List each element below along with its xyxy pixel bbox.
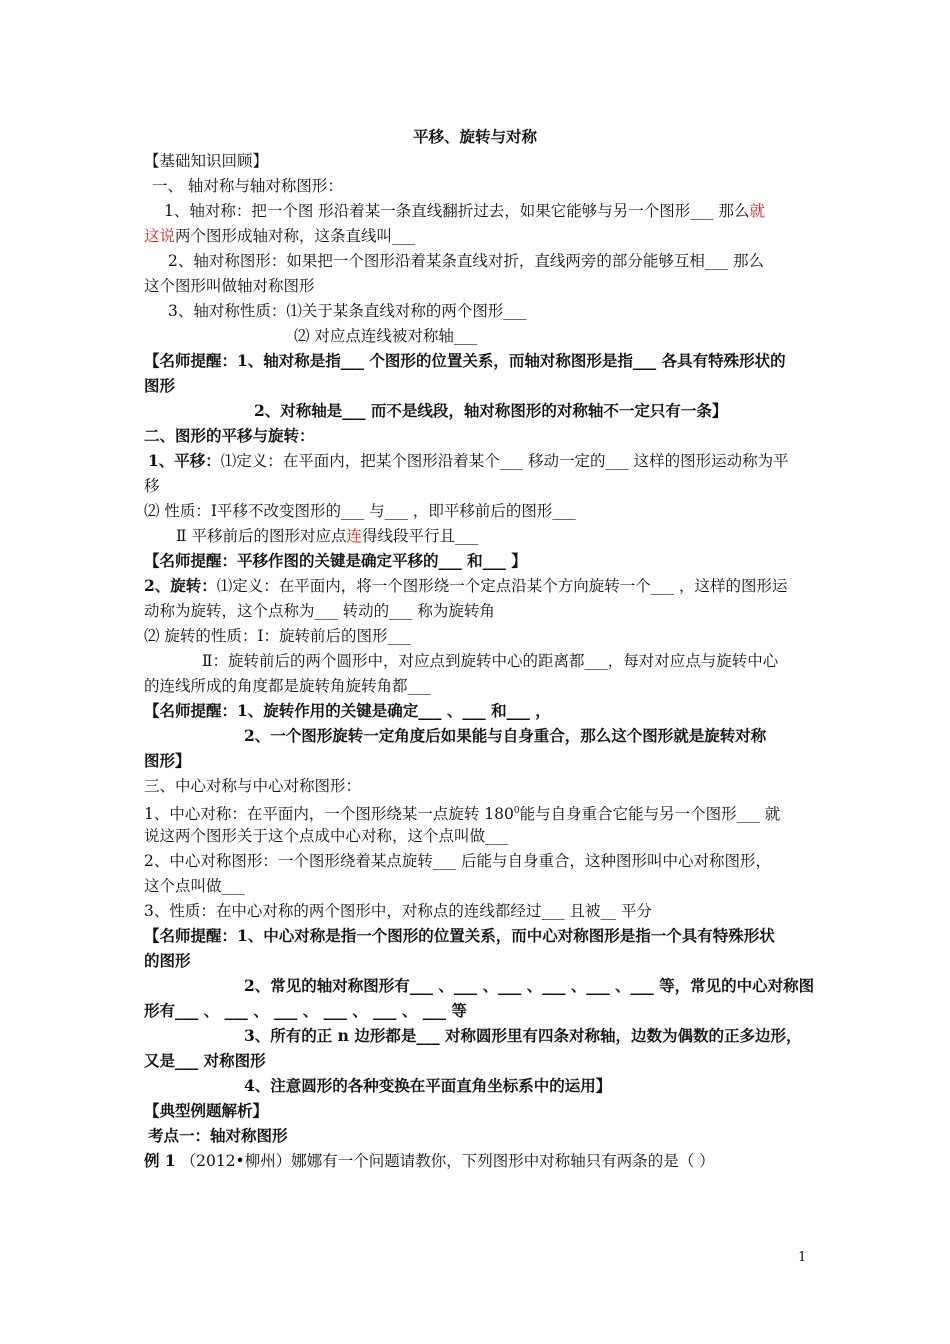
teacher-tip: 图形	[144, 376, 176, 395]
text-line: Ⅱ：旋转前后的两个圆形中，对应点到旋转中心的距离都___，每对对应点与旋转中心	[202, 652, 779, 670]
section-heading-axial-symmetry: 一、 轴对称与轴对称图形：	[152, 177, 343, 195]
text-line: 2、旋转：⑴定义：在平面内，将一个图形绕一个定点沿某个方向旋转一个___ ，这样的图形运	[144, 576, 788, 595]
text-line: ⑵ 对应点连线被对称轴___	[294, 327, 478, 345]
text-line: Ⅱ 平移前后的图形对应点连得线段平行且___	[176, 527, 479, 545]
text-line: 这个点叫做___	[144, 877, 245, 895]
text-line: 这个图形叫做轴对称图形	[144, 277, 315, 295]
text-line: 说这两个图形关于这个点成中心对称，这个点叫做___	[144, 827, 509, 845]
teacher-tip: 4、注意圆形的各种变换在平面直角坐标系中的运用】	[244, 1076, 612, 1095]
teacher-tip: 2、一个图形旋转一定角度后如果能与自身重合，那么这个图形就是旋转对称	[244, 726, 767, 745]
teacher-tip: 【名师提醒：平移作图的关键是确定平移的___ 和___ 】	[144, 551, 527, 570]
text-line: 1、轴对称：把一个图 形沿着某一条直线翻折过去，如果它能够与另一个图形___ 那么就	[164, 202, 765, 220]
teacher-tip: 图形】	[144, 751, 191, 770]
highlighted-text: 这说	[144, 227, 176, 245]
teacher-tip: 【名师提醒：1、中心对称是指一个图形的位置关系，而中心对称图形是指一个具有特殊形状	[144, 926, 775, 945]
text-line: 动称为旋转，这个点称为___ 转动的___ 称为旋转角	[144, 602, 495, 620]
text-line: 的连线所成的角度都是旋转角旋转角都___	[144, 677, 431, 695]
text-line: ⑵ 性质：Ⅰ平移不改变图形的___ 与___ ，即平移前后的图形___	[144, 502, 576, 520]
text-line: 移	[144, 477, 160, 495]
teacher-tip: 2、常见的轴对称图形有___ 、___ 、___ 、___ 、___ 、___ 等，常见的中心对称图	[244, 976, 815, 995]
highlighted-text: 就	[749, 202, 765, 220]
teacher-tip: 的图形	[144, 951, 191, 970]
section-header-examples: 【典型例题解析】	[144, 1101, 269, 1120]
page-title: 平移、旋转与对称	[412, 127, 537, 146]
text-line: 这说两个图形成轴对称，这条直线叫___	[144, 227, 416, 245]
text-line: 1、中心对称：在平面内，一个图形绕某一点旋转 $180^0$能与自身重合它能与另一个图形___ 就	[144, 805, 781, 824]
text-line: 3、轴对称性质：⑴关于某条直线对称的两个图形___	[168, 302, 527, 320]
text-line: 2、轴对称图形：如果把一个图形沿着某条直线对折，直线两旁的部分能够互相___ 那么	[168, 252, 765, 270]
teacher-tip: 3、所有的正 n 边形都是___ 对称圆形里有四条对称轴，边数为偶数的正多边形，	[244, 1026, 802, 1045]
topic-heading: 考点一：轴对称图形	[148, 1126, 288, 1145]
highlighted-text: 连	[346, 527, 362, 545]
page-number: 1	[798, 1250, 807, 1265]
superscript-degree: 0	[513, 806, 520, 816]
section-heading-translation-rotation: 二、图形的平移与旋转：	[144, 426, 315, 445]
section-heading-central-symmetry: 三、中心对称与中心对称图形：	[144, 777, 362, 795]
teacher-tip: 形有___ 、 ___ 、 ___ 、 ___ 、 ___ 、 ___ 等	[144, 1001, 467, 1020]
text-line: 2、中心对称图形：一个图形绕着某点旋转___ 后能与自身重合，这种图形叫中心对称图形，	[144, 852, 772, 870]
teacher-tip: 【名师提醒：1、轴对称是指___ 个图形的位置关系，而轴对称图形是指___ 各具有特殊形状的	[144, 351, 786, 370]
text-line: ⑵ 旋转的性质：Ⅰ：旋转前后的图形___	[144, 627, 411, 645]
example-question: 例 1 （2012•柳州）娜娜有一个问题请教你，下列图形中对称轴只有两条的是（ ）	[144, 1151, 715, 1170]
text-line: 1、平移：⑴定义：在平面内，把某个图形沿着某个___ 移动一定的___ 这样的图形运动称为平	[148, 451, 789, 470]
teacher-tip: 2、对称轴是___ 而不是线段，轴对称图形的对称轴不一定只有一条】	[254, 401, 728, 420]
section-header-basics: 【基础知识回顾】	[144, 152, 269, 170]
teacher-tip: 又是___ 对称图形	[144, 1051, 266, 1070]
teacher-tip: 【名师提醒：1、旋转作用的关键是确定___ 、___ 和___ ，	[144, 701, 551, 720]
text-line: 3、性质：在中心对称的两个图形中，对称点的连线都经过___ 且被__ 平分	[144, 902, 652, 920]
